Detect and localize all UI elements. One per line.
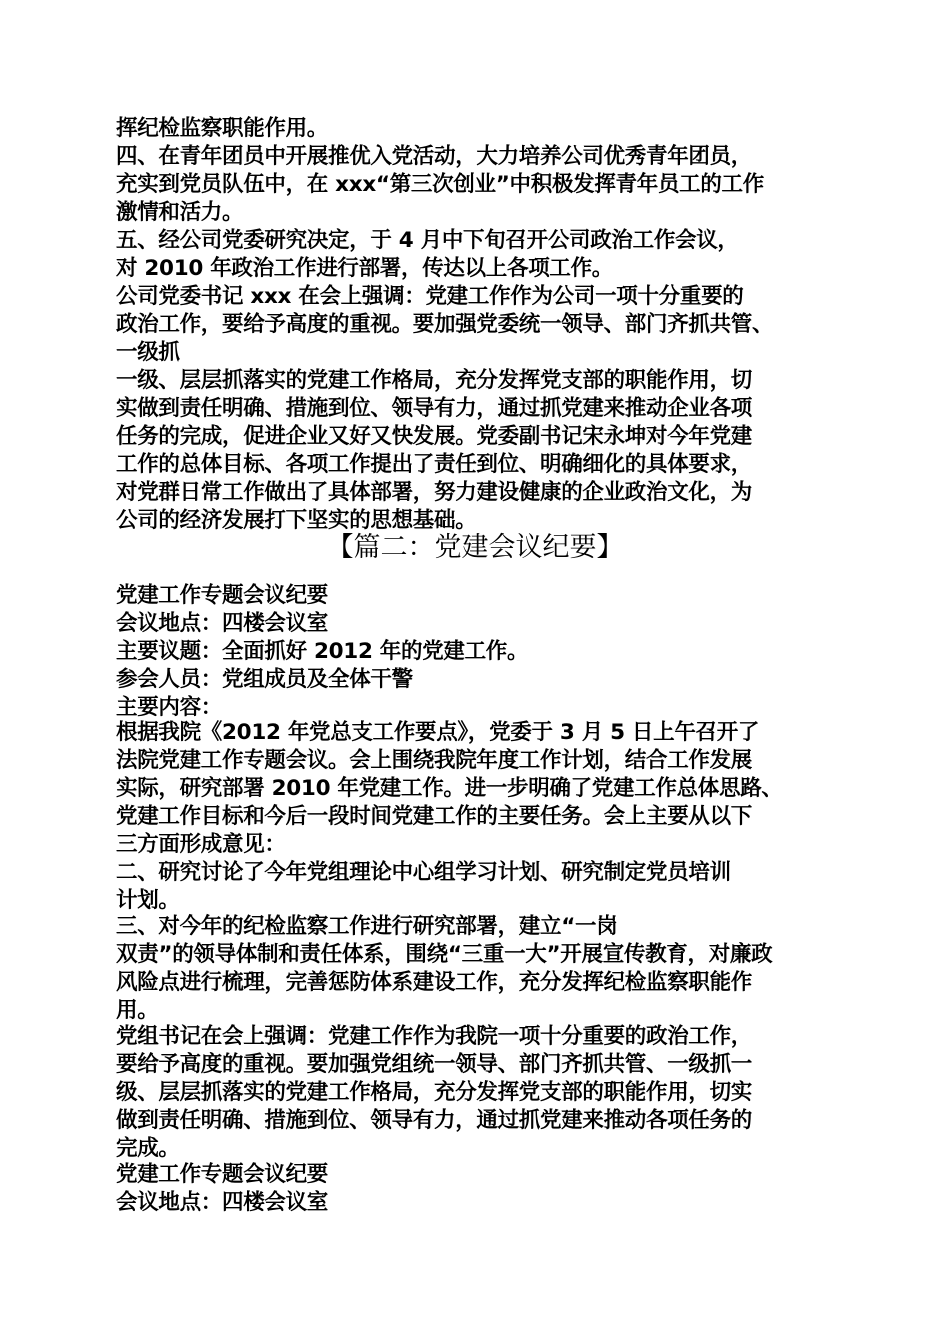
text-line: 工作的总体目标、各项工作提出了责任到位、明确细化的具体要求，	[116, 452, 753, 477]
text-line: 法院党建工作专题会议。会上围绕我院年度工作计划，结合工作发展	[116, 748, 753, 773]
text-line: 一级、层层抓落实的党建工作格局，充分发挥党支部的职能作用，切	[116, 368, 753, 393]
text-line: 党组书记在会上强调：党建工作作为我院一项十分重要的政治工作，	[116, 1024, 753, 1049]
text-line: 双责”的领导体制和责任体系，围绕“三重一大”开展宣传教育，对廉政	[116, 942, 773, 967]
section-heading: 【篇二：党建会议纪要】	[326, 532, 624, 563]
text-line: 五、经公司党委研究决定，于 4 月中下旬召开公司政治工作会议，	[116, 228, 739, 253]
text-line: 任务的完成，促进企业又好又快发展。党委副书记宋永坤对今年党建	[116, 424, 753, 449]
text-line: 实做到责任明确、措施到位、领导有力，通过抓党建来推动企业各项	[116, 396, 753, 421]
text-line: 政治工作，要给予高度的重视。要加强党委统一领导、部门齐抓共管、	[116, 312, 774, 337]
text-line: 四、在青年团员中开展推优入党活动，大力培养公司优秀青年团员，	[116, 144, 753, 169]
text-line: 三方面形成意见：	[116, 832, 286, 857]
text-line: 完成。	[116, 1136, 180, 1161]
text-line: 会议地点：四楼会议室	[116, 611, 329, 636]
text-line: 实际，研究部署 2010 年党建工作。进一步明确了党建工作总体思路、	[116, 776, 783, 801]
text-line: 风险点进行梳理，完善惩防体系建设工作，充分发挥纪检监察职能作	[116, 970, 753, 995]
text-line: 激情和活力。	[116, 200, 244, 225]
text-line: 要给予高度的重视。要加强党组统一领导、部门齐抓共管、一级抓一	[116, 1052, 753, 1077]
text-line: 二、研究讨论了今年党组理论中心组学习计划、研究制定党员培训	[116, 860, 731, 885]
text-line: 根据我院《2012 年党总支工作要点》，党委于 3 月 5 日上午召开了	[116, 720, 760, 745]
text-line: 一级抓	[116, 340, 180, 365]
text-line: 会议地点：四楼会议室	[116, 1190, 329, 1215]
text-line: 用。	[116, 998, 159, 1023]
text-line: 级、层层抓落实的党建工作格局，充分发挥党支部的职能作用，切实	[116, 1080, 753, 1105]
text-line: 党建工作专题会议纪要	[116, 1162, 329, 1187]
text-line: 公司党委书记 xxx 在会上强调：党建工作作为公司一项十分重要的	[116, 284, 744, 309]
text-line: 党建工作专题会议纪要	[116, 583, 329, 608]
text-line: 党建工作目标和今后一段时间党建工作的主要任务。会上主要从以下	[116, 804, 753, 829]
text-line: 对党群日常工作做出了具体部署，努力建设健康的企业政治文化，为	[116, 480, 753, 505]
text-line: 挥纪检监察职能作用。	[116, 116, 329, 141]
text-line: 做到责任明确、措施到位、领导有力，通过抓党建来推动各项任务的	[116, 1108, 753, 1133]
text-line: 三、对今年的纪检监察工作进行研究部署，建立“一岗	[116, 914, 618, 939]
text-line: 公司的经济发展打下坚实的思想基础。	[116, 508, 477, 533]
text-line: 充实到党员队伍中，在 xxx“第三次创业”中积极发挥青年员工的工作	[116, 172, 764, 197]
text-line: 主要内容：	[116, 695, 223, 720]
text-line: 对 2010 年政治工作进行部署，传达以上各项工作。	[116, 256, 614, 281]
text-line: 主要议题：全面抓好 2012 年的党建工作。	[116, 639, 529, 664]
text-line: 参会人员：党组成员及全体干警	[116, 667, 413, 692]
text-line: 计划。	[116, 888, 180, 913]
